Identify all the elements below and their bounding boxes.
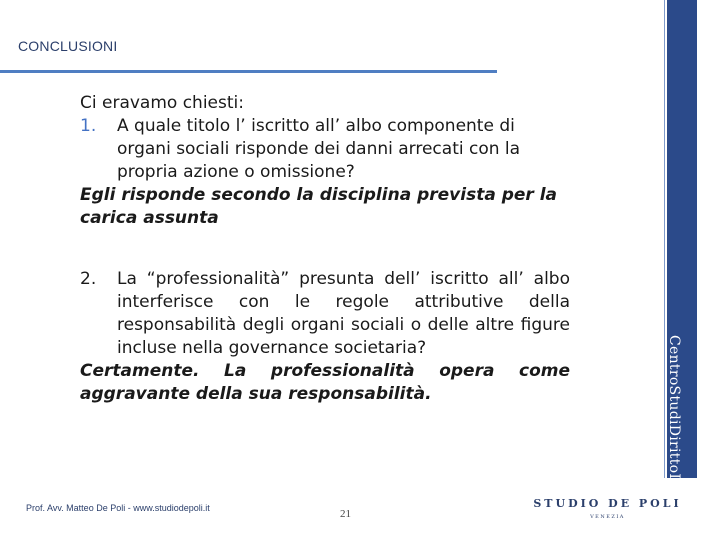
question-2-text: La “professionalità” presunta dell’ iscritto all’ albo interferisce con le regole attributive della responsabilità degli organi sociali o delle altre figure incluse nella governance societaria? [117,269,570,358]
intro-text: Ci eravamo chiesti: [80,93,244,113]
answer-2: Certamente. La professionalità opera come aggravante della sua responsabilità. [80,361,570,404]
spacer [80,230,570,268]
logo-sub-text: VENEZIA [590,514,625,520]
side-band-border [664,0,665,478]
side-band-label: CentroStudiDirittoImpresa [666,335,682,534]
question-2-number: 2. [80,269,97,289]
section-title: CONCLUSIONI [18,38,118,54]
footer-author: Prof. Avv. Matteo De Poli - www.studiodepoli.it [26,503,210,513]
title-underline [0,70,497,73]
studio-logo [530,497,685,520]
page-number: 21 [340,508,351,520]
question-1 [80,115,570,184]
answer-1: Egli risponde secondo la disciplina prevista per la carica assunta [80,185,558,228]
question-2 [80,268,570,360]
logo-main-text: STUDIO DE POLI [533,497,682,510]
question-1-text: A quale titolo l’ iscritto all’ albo componente di organi sociali risponde dei danni arrecati con la propria azione o omissione? [117,116,521,182]
slide-body [80,92,570,406]
question-1-number: 1. [80,116,97,136]
